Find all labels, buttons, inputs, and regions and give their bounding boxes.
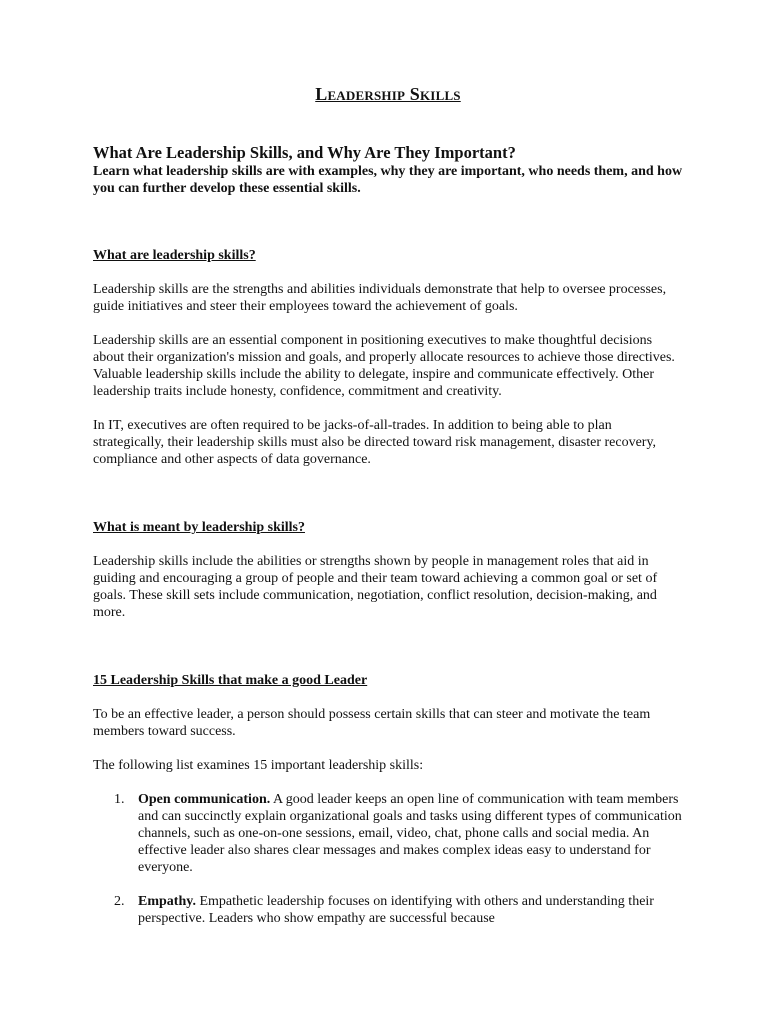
- list-item-number: 2.: [114, 894, 125, 909]
- list-item: [93, 791, 683, 876]
- section-3-paragraph-2: The following list examines 15 important leadership skills:: [93, 758, 424, 773]
- document-title: Leadership Skills: [315, 84, 461, 104]
- list-item-text: Empathetic leadership focuses on identifying with others and understanding their perspective. Leaders who show empathy are successful because: [138, 894, 654, 926]
- list-item-number: 1.: [114, 792, 125, 807]
- document-page: [93, 86, 683, 944]
- section-heading-what-are: What are leadership skills?: [93, 248, 256, 263]
- section-1-paragraph-3: In IT, executives are often required to be jacks-of-all-trades. In addition to being able to plan strategically, their leadership skills must also be directed toward risk management, disaster recovery, compliance and other aspects of data governance.: [93, 418, 657, 467]
- section-1-paragraph-2: Leadership skills are an essential component in positioning executives to make thoughtful decisions about their organization's mission and goals, and properly allocate resources to achieve those directives. Valuable leadership skills include the ability to delegate, inspire and communicate effectively. Other leadership traits include honesty, confidence, commitment and creativity.: [93, 333, 675, 399]
- section-3-paragraph-1: To be an effective leader, a person should possess certain skills that can steer and motivate the team members toward success.: [93, 707, 651, 739]
- intro-paragraph: Learn what leadership skills are with examples, why they are important, who needs them, and how you can further develop these essential skills.: [93, 164, 683, 196]
- skills-list: [93, 791, 683, 927]
- section-heading-15-skills: 15 Leadership Skills that make a good Leader: [93, 673, 368, 688]
- list-item: [93, 893, 683, 927]
- list-item-text: A good leader keeps an open line of communication with team members and can succinctly explain organizational goals and tasks using different types of communication channels, such as one-on-one sessions, email, video, chat, phone calls and social media. An effective leader also shares clear messages and makes complex ideas easy to understand for everyone.: [138, 792, 682, 875]
- section-heading-what-is-meant: What is meant by leadership skills?: [93, 520, 305, 535]
- section-1-paragraph-1: Leadership skills are the strengths and abilities individuals demonstrate that help to oversee processes, guide initiatives and steer their employees toward the achievement of goals.: [93, 282, 667, 314]
- main-heading: What Are Leadership Skills, and Why Are They Important?: [93, 143, 516, 162]
- list-item-term: Open communication.: [138, 792, 271, 807]
- section-2-paragraph-1: Leadership skills include the abilities or strengths shown by people in management roles that aid in guiding and encouraging a group of people and their team toward achieving a common goal or set of goals. These skill sets include communication, negotiation, conflict resolution, decision-making, and more.: [93, 554, 658, 620]
- list-item-term: Empathy.: [138, 894, 196, 909]
